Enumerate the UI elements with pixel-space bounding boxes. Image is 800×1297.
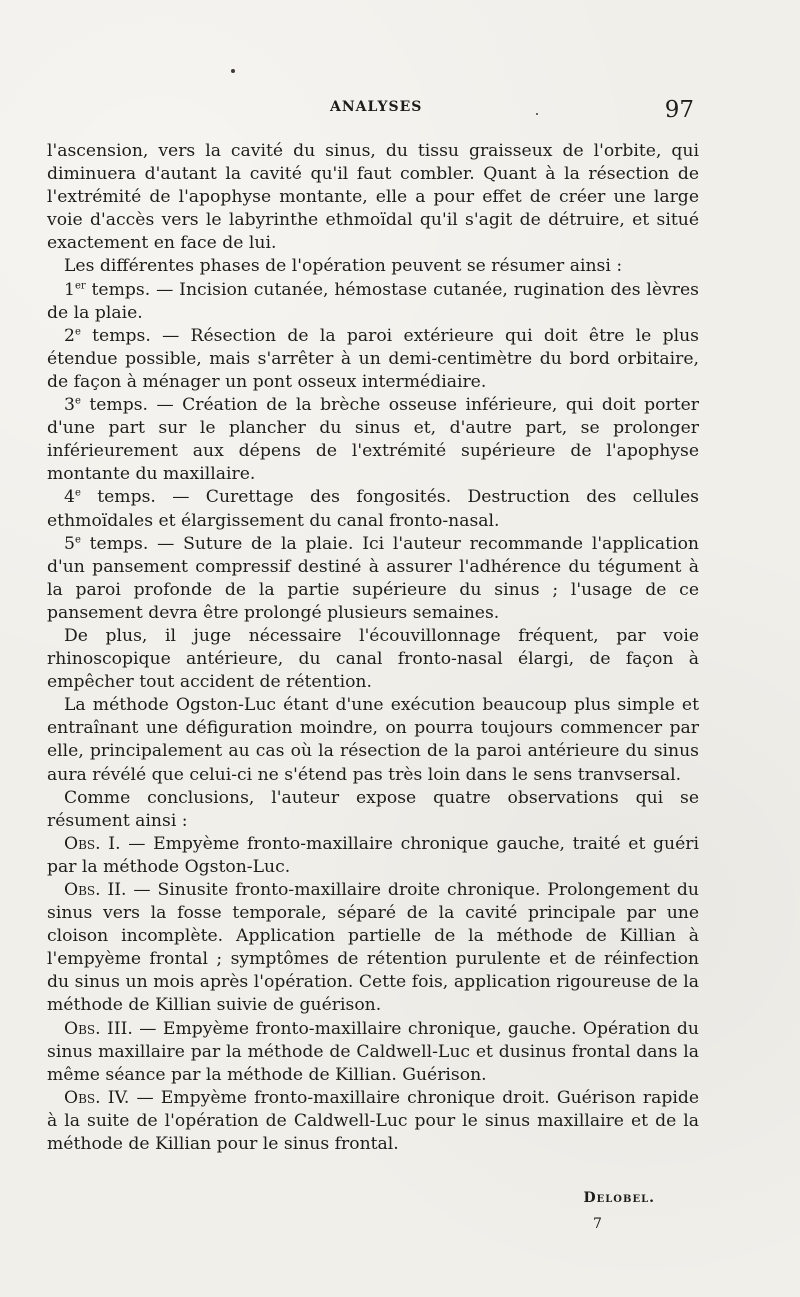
step-text: temps. — Résection de la paroi extérieure qui doit être le plus étendue possible, mais s'arrêter à un demi-centimètre du bord orbitaire, de façon à ménager un pont osseux intermédiaire. bbox=[47, 325, 699, 392]
step-superscript: e bbox=[74, 326, 81, 338]
step-3 bbox=[47, 394, 699, 486]
signature-number: 7 bbox=[593, 1216, 602, 1232]
observation-4 bbox=[47, 1087, 699, 1156]
step-number: 1 bbox=[64, 279, 75, 300]
step-superscript: e bbox=[74, 487, 81, 499]
observation-label: Obs. IV. bbox=[64, 1087, 130, 1108]
paragraph-intro bbox=[47, 140, 699, 255]
observation-label: Obs. II. bbox=[64, 880, 127, 900]
paragraph-conclusions bbox=[47, 787, 699, 833]
observation-text: — Sinusite fronto-maxillaire droite chronique. Prolongement du sinus vers la fosse temporale, séparé de la cavité principale par une cloison incomplète. Application partielle de la méthode de Killian à l'empyème frontal ; symptômes de rétention purulente et de réinfection du sinus un mois après l'opération. Cette fois, application rigoureuse de la méthode de Killian suivie de guérison. bbox=[47, 880, 699, 1016]
paragraph-method-comparison bbox=[47, 694, 699, 786]
author-signature: Delobel. bbox=[583, 1190, 655, 1206]
step-number: 3 bbox=[64, 395, 75, 416]
observation-3 bbox=[47, 1018, 699, 1087]
observation-text: — Empyème fronto-maxillaire chronique, gauche. Opération du sinus maxillaire par la méthode de Caldwell-Luc et dusinus frontal dans la même séance par la méthode de Killian. Guérison. bbox=[47, 1018, 699, 1085]
running-head bbox=[0, 99, 800, 125]
step-number: 5 bbox=[64, 533, 75, 554]
paragraph-text: La méthode Ogston-Luc étant d'une exécution beaucoup plus simple et entraînant une défiguration moindre, on pourra toujours commencer par elle, principalement au cas où la résection de la paroi antérieure du sinus aura révélé que celui-ci ne s'étend pas très loin dans le sens tranvsersal. bbox=[47, 695, 699, 785]
running-title: ANALYSES bbox=[330, 99, 423, 115]
ink-speck bbox=[231, 69, 235, 73]
step-superscript: e bbox=[74, 395, 81, 407]
paragraph-phases-intro bbox=[47, 255, 699, 278]
step-number: 2 bbox=[64, 325, 75, 346]
observation-1 bbox=[47, 833, 699, 879]
paragraph-text: Les différentes phases de l'opération peuvent se résumer ainsi : bbox=[64, 256, 623, 277]
step-text: temps. — Curettage des fongosités. Destruction des cellules ethmoïdales et élargissement du canal fronto-nasal. bbox=[47, 487, 699, 531]
page-number: 97 bbox=[664, 97, 694, 123]
step-superscript: e bbox=[74, 533, 81, 545]
paragraph-text: l'ascension, vers la cavité du sinus, du tissu graisseux de l'orbite, qui diminuera d'autant la cavité qu'il faut combler. Quant à la résection de l'extrémité de l'apophyse montante, elle a pour effet de créer une large voie d'accès vers le labyrinthe ethmoïdal qu'il s'agit de détruire, et situé exactement en face de lui. bbox=[47, 141, 699, 254]
step-1 bbox=[47, 279, 699, 325]
step-text: temps. — Création de la brèche osseuse inférieure, qui doit porter d'une part sur le plancher du sinus et, d'autre part, se prolonger inférieurement aux dépens de l'extrémité supérieure de l'apophyse montante du maxillaire. bbox=[47, 395, 699, 485]
paragraph-text: Comme conclusions, l'auteur expose quatre observations qui se résument ainsi : bbox=[47, 787, 699, 831]
observation-text: — Empyème fronto-maxillaire chronique droit. Guérison rapide à la suite de l'opération de Caldwell-Luc pour le sinus maxillaire et de la méthode de Killian pour le sinus frontal. bbox=[47, 1087, 700, 1155]
step-text: temps. — Suture de la plaie. Ici l'auteur recommande l'application d'un pansement compressif destiné à assurer l'adhérence du tégument à la paroi profonde de la partie supérieure du sinus ; l'usage de ce pansement devra être prolongé plusieurs semaines. bbox=[47, 533, 699, 623]
paragraph-irrigation bbox=[47, 625, 699, 694]
paragraph-text: De plus, il juge nécessaire l'écouvillonnage fréquent, par voie rhinoscopique antérieure, du canal fronto-nasal élargi, de façon à empêcher tout accident de rétention. bbox=[47, 625, 699, 693]
article-text bbox=[47, 140, 699, 1156]
step-2 bbox=[47, 325, 699, 394]
step-number: 4 bbox=[64, 487, 75, 508]
observation-text: — Empyème fronto-maxillaire chronique gauche, traité et guéri par la méthode Ogston-Luc. bbox=[47, 833, 699, 877]
observation-label: Obs. III. bbox=[64, 1018, 133, 1039]
observation-label: Obs. I. bbox=[64, 833, 121, 854]
step-4 bbox=[47, 486, 699, 532]
step-superscript: er bbox=[74, 279, 86, 291]
step-text: temps. — Incision cutanée, hémostase cutanée, rugination des lèvres de la plaie. bbox=[47, 279, 699, 323]
observation-2 bbox=[47, 879, 699, 1018]
step-5 bbox=[47, 533, 699, 625]
